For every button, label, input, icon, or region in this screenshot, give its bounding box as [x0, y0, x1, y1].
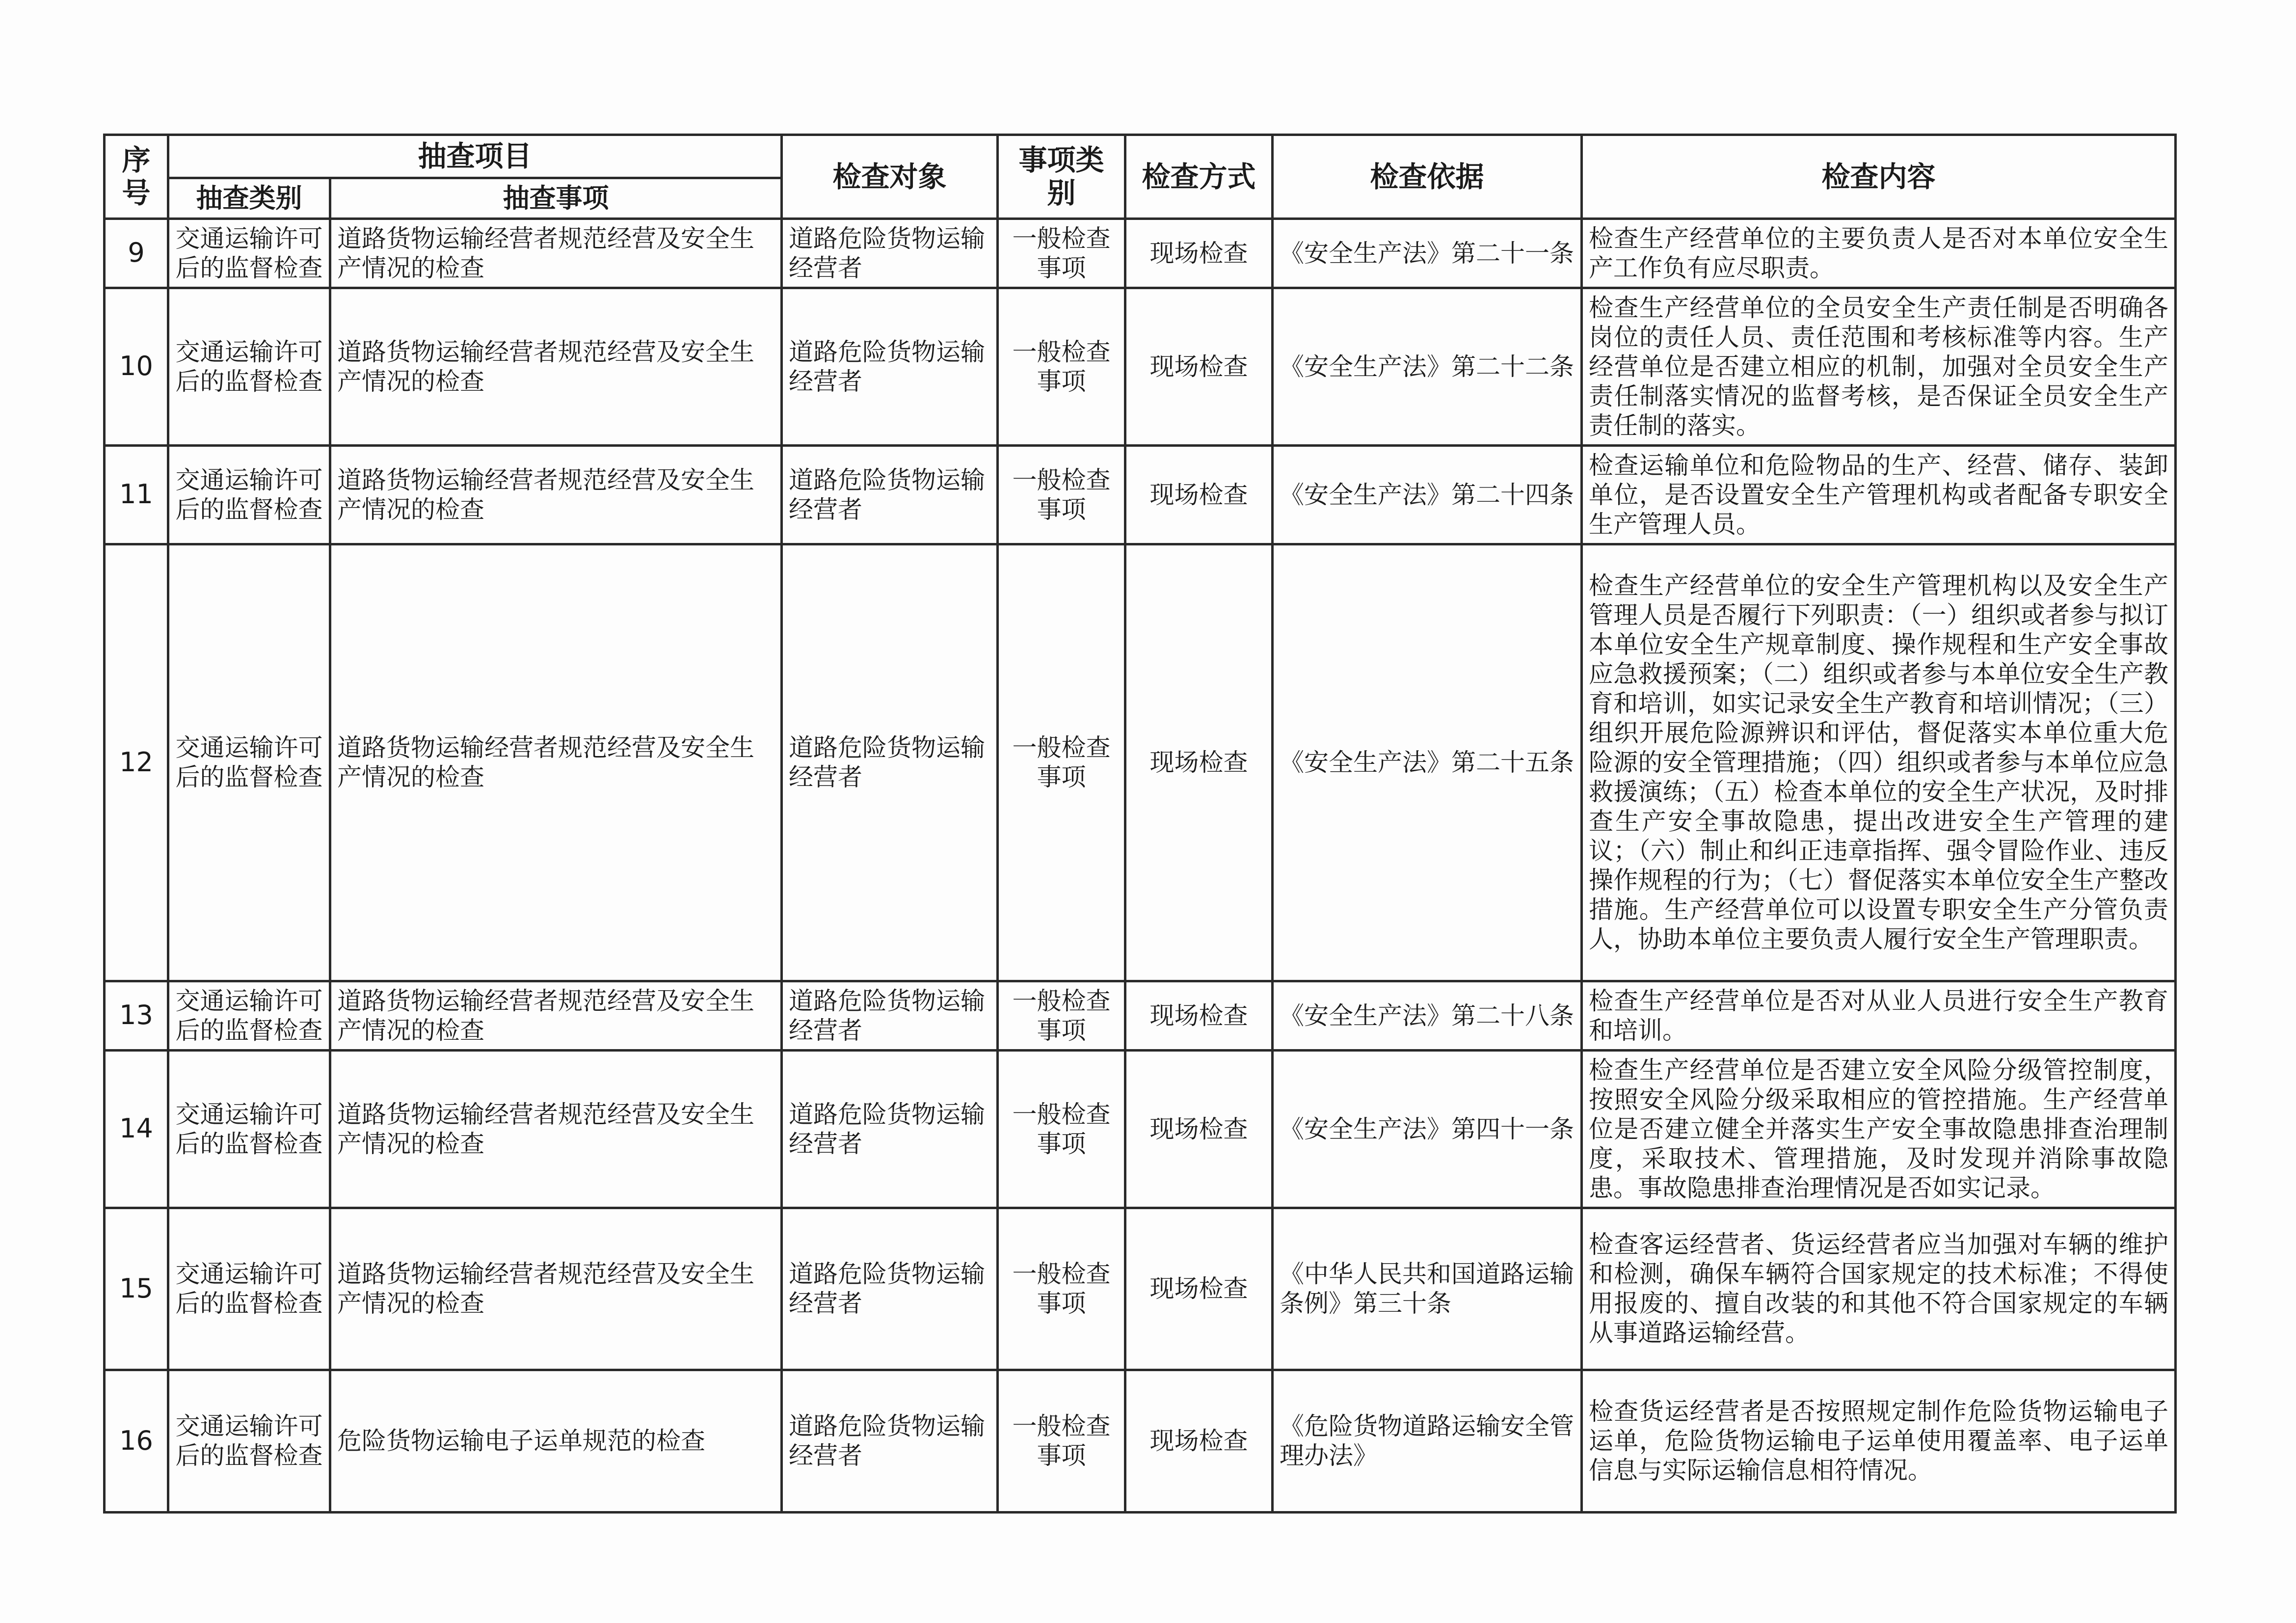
row-matter-type: 一般检查事项	[998, 544, 1125, 981]
row-method: 现场检查	[1125, 981, 1273, 1050]
row-basis: 《安全生产法》第二十二条	[1273, 288, 1582, 445]
row-matter: 道路货物运输经营者规范经营及安全生产情况的检查	[330, 218, 782, 288]
row-category: 交通运输许可后的监督检查	[168, 981, 330, 1050]
row-matter: 道路货物运输经营者规范经营及安全生产情况的检查	[330, 288, 782, 445]
row-category: 交通运输许可后的监督检查	[168, 1208, 330, 1370]
row-seq: 12	[105, 544, 168, 981]
row-basis: 《安全生产法》第二十五条	[1273, 544, 1582, 981]
row-category: 交通运输许可后的监督检查	[168, 1370, 330, 1512]
row-matter-type: 一般检查事项	[998, 1050, 1125, 1208]
row-matter-type: 一般检查事项	[998, 445, 1125, 544]
row-seq: 9	[105, 218, 168, 288]
table-row	[105, 1208, 2176, 1370]
row-content: 检查生产经营单位的全员安全生产责任制是否明确各岗位的责任人员、责任范围和考核标准等内容。生产经营单位是否建立相应的机制，加强对全员安全生产责任制落实情况的监督考核，是否保证全员安全生产责任制的落实。	[1582, 288, 2176, 445]
row-category: 交通运输许可后的监督检查	[168, 288, 330, 445]
row-category: 交通运输许可后的监督检查	[168, 445, 330, 544]
row-category: 交通运输许可后的监督检查	[168, 1050, 330, 1208]
row-content: 检查生产经营单位的主要负责人是否对本单位安全生产工作负有应尽职责。	[1582, 218, 2176, 288]
row-seq: 16	[105, 1370, 168, 1512]
row-basis: 《安全生产法》第二十四条	[1273, 445, 1582, 544]
row-matter: 危险货物运输电子运单规范的检查	[330, 1370, 782, 1512]
row-basis: 《安全生产法》第二十一条	[1273, 218, 1582, 288]
table-row	[105, 445, 2176, 544]
row-matter: 道路货物运输经营者规范经营及安全生产情况的检查	[330, 981, 782, 1050]
row-matter: 道路货物运输经营者规范经营及安全生产情况的检查	[330, 544, 782, 981]
row-matter-type: 一般检查事项	[998, 1370, 1125, 1512]
row-target: 道路危险货物运输经营者	[782, 981, 998, 1050]
row-method: 现场检查	[1125, 1208, 1273, 1370]
row-method: 现场检查	[1125, 218, 1273, 288]
row-seq: 15	[105, 1208, 168, 1370]
row-matter-type: 一般检查事项	[998, 218, 1125, 288]
table-row	[105, 218, 2176, 288]
row-method: 现场检查	[1125, 1050, 1273, 1208]
table-row	[105, 1050, 2176, 1208]
header-content: 检查内容	[1582, 135, 2176, 219]
row-matter-type: 一般检查事项	[998, 1208, 1125, 1370]
header-method: 检查方式	[1125, 135, 1273, 219]
header-matter-type: 事项类别	[998, 135, 1125, 219]
row-category: 交通运输许可后的监督检查	[168, 544, 330, 981]
row-target: 道路危险货物运输经营者	[782, 1208, 998, 1370]
header-matter: 抽查事项	[330, 178, 782, 218]
inspection-table	[103, 134, 2177, 1514]
row-matter: 道路货物运输经营者规范经营及安全生产情况的检查	[330, 445, 782, 544]
row-method: 现场检查	[1125, 1370, 1273, 1512]
row-matter: 道路货物运输经营者规范经营及安全生产情况的检查	[330, 1050, 782, 1208]
table-row	[105, 1370, 2176, 1512]
header-basis: 检查依据	[1273, 135, 1582, 219]
header-target: 检查对象	[782, 135, 998, 219]
row-target: 道路危险货物运输经营者	[782, 1050, 998, 1208]
header-item-group: 抽查项目	[168, 135, 782, 178]
row-seq: 13	[105, 981, 168, 1050]
row-basis: 《危险货物道路运输安全管理办法》	[1273, 1370, 1582, 1512]
row-method: 现场检查	[1125, 288, 1273, 445]
row-content: 检查客运经营者、货运经营者应当加强对车辆的维护和检测，确保车辆符合国家规定的技术标准；不得使用报废的、擅自改装的和其他不符合国家规定的车辆从事道路运输经营。	[1582, 1208, 2176, 1370]
row-seq: 11	[105, 445, 168, 544]
row-seq: 14	[105, 1050, 168, 1208]
row-target: 道路危险货物运输经营者	[782, 1370, 998, 1512]
table-row	[105, 981, 2176, 1050]
row-matter-type: 一般检查事项	[998, 981, 1125, 1050]
table-row	[105, 288, 2176, 445]
header-seq: 序号	[105, 135, 168, 219]
row-method: 现场检查	[1125, 445, 1273, 544]
header-category: 抽查类别	[168, 178, 330, 218]
row-target: 道路危险货物运输经营者	[782, 288, 998, 445]
row-target: 道路危险货物运输经营者	[782, 445, 998, 544]
table-row	[105, 544, 2176, 981]
row-seq: 10	[105, 288, 168, 445]
row-target: 道路危险货物运输经营者	[782, 544, 998, 981]
row-basis: 《安全生产法》第四十一条	[1273, 1050, 1582, 1208]
row-content: 检查生产经营单位的安全生产管理机构以及安全生产管理人员是否履行下列职责：（一）组织或者参与拟订本单位安全生产规章制度、操作规程和生产安全事故应急救援预案；（二）组织或者参与本单位安全生产教育和培训，如实记录安全生产教育和培训情况；（三）组织开展危险源辨识和评估，督促落实本单位重大危险源的安全管理措施；（四）组织或者参与本单位应急救援演练；（五）检查本单位的安全生产状况，及时排查生产安全事故隐患，提出改进安全生产管理的建议；（六）制止和纠正违章指挥、强令冒险作业、违反操作规程的行为；（七）督促落实本单位安全生产整改措施。生产经营单位可以设置专职安全生产分管负责人，协助本单位主要负责人履行安全生产管理职责。	[1582, 544, 2176, 981]
row-category: 交通运输许可后的监督检查	[168, 218, 330, 288]
row-content: 检查生产经营单位是否建立安全风险分级管控制度，按照安全风险分级采取相应的管控措施。生产经营单位是否建立健全并落实生产安全事故隐患排查治理制度，采取技术、管理措施，及时发现并消除事故隐患。事故隐患排查治理情况是否如实记录。	[1582, 1050, 2176, 1208]
row-method: 现场检查	[1125, 544, 1273, 981]
row-content: 检查运输单位和危险物品的生产、经营、储存、装卸单位，是否设置安全生产管理机构或者配备专职安全生产管理人员。	[1582, 445, 2176, 544]
row-content: 检查货运经营者是否按照规定制作危险货物运输电子运单，危险货物运输电子运单使用覆盖率、电子运单信息与实际运输信息相符情况。	[1582, 1370, 2176, 1512]
row-target: 道路危险货物运输经营者	[782, 218, 998, 288]
row-content: 检查生产经营单位是否对从业人员进行安全生产教育和培训。	[1582, 981, 2176, 1050]
row-basis: 《安全生产法》第二十八条	[1273, 981, 1582, 1050]
row-basis: 《中华人民共和国道路运输条例》第三十条	[1273, 1208, 1582, 1370]
row-matter: 道路货物运输经营者规范经营及安全生产情况的检查	[330, 1208, 782, 1370]
row-matter-type: 一般检查事项	[998, 288, 1125, 445]
